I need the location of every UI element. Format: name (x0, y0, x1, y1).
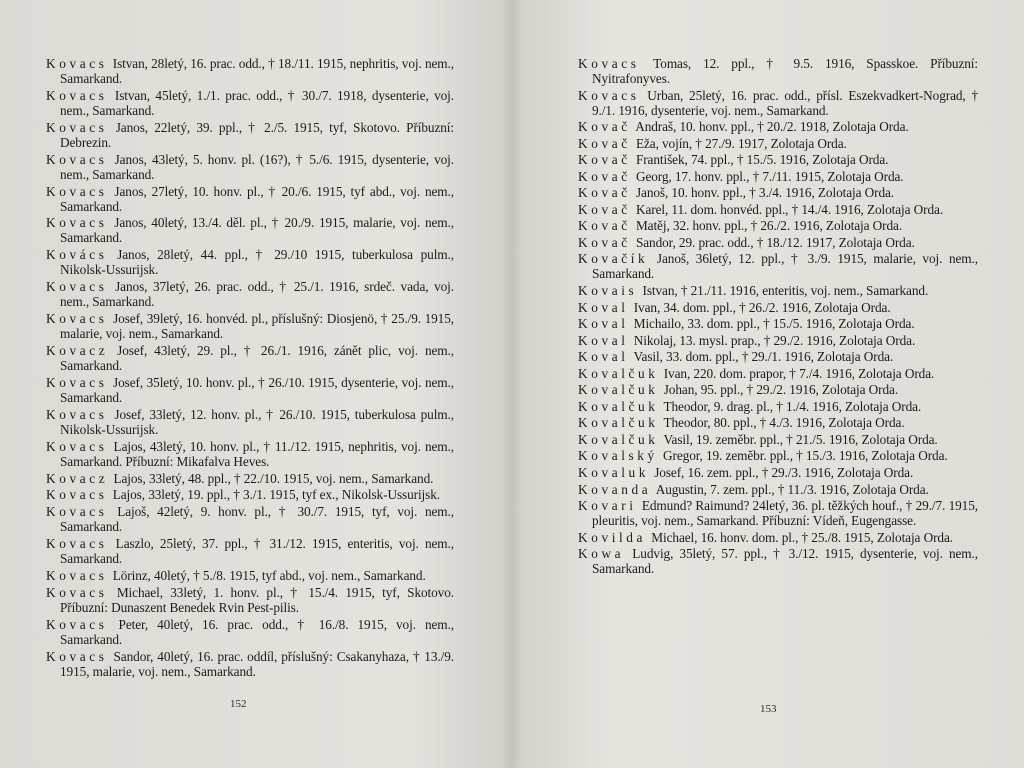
register-entry (578, 432, 978, 447)
entry-surname: Kovilda (578, 529, 647, 545)
register-entry (46, 215, 454, 245)
entry-details: Istvan, 28letý, 16. prac. odd., † 18./11. 1915, nephritis, voj. nem., Samarkand. (60, 56, 454, 86)
entry-surname: Kovacz (46, 343, 109, 359)
entry-surname: Koval (578, 316, 629, 332)
register-entry (46, 343, 454, 373)
register-entry (46, 311, 454, 341)
entry-surname: Kowa (578, 546, 625, 562)
entry-surname: Kovacs (46, 616, 108, 632)
page-number-right: 153 (760, 703, 777, 715)
register-entry (578, 465, 978, 480)
register-entry (578, 530, 978, 545)
register-entry (578, 235, 978, 250)
entry-details: Ludvig, 35letý, 57. ppl., † 3./12. 1915, dysenterie, voj. nem., Samarkand. (592, 546, 978, 577)
entry-details: Georg, 17. honv. ppl., † 7./11. 1915, Zolotaja Orda. (635, 168, 904, 184)
register-entry (578, 283, 978, 298)
entry-details: Lajos, 33letý, 48. ppl., † 22./10. 1915, voj. nem., Samarkand. (113, 470, 434, 486)
entry-details: Josef, 33letý, 12. honv. pl., † 26./10. 1915, tuberkulosa pulm., Nikolsk-Ussurijsk. (60, 406, 454, 437)
entry-details: Matěj, 32. honv. ppl., † 26./2. 1916, Zolotaja Orda. (635, 218, 903, 234)
register-entry (578, 399, 978, 414)
entry-details: Ivan, 220. dom. prapor, † 7./4. 1916, Zolotaja Orda. (663, 365, 935, 381)
entry-surname: Kovari (578, 498, 637, 514)
register-entry (578, 349, 978, 364)
register-entry (46, 56, 454, 86)
register-entry (578, 88, 978, 118)
entry-surname: Kovacs (46, 56, 108, 71)
register-entry (46, 536, 454, 566)
entry-details: Josef, 35letý, 10. honv. pl., † 26./10. 1915, dysenterie, voj. nem., Samarkand. (60, 374, 454, 405)
entry-details: Nikolaj, 13. mysl. prap., † 29./2. 1916, Zolotaja Orda. (633, 332, 916, 348)
entry-details: Istvan, 45letý, 1./1. prac. odd., † 30./7. 1918, dysenterie, voj. nem., Samarkand. (60, 87, 454, 118)
entry-details: Janos, 27letý, 10. honv. pl., † 20./6. 1915, tyf abd., voj. nem., Samarkand. (60, 183, 454, 214)
entry-details: Sandor, 29. prac. odd., † 18./12. 1917, Zolotaja Orda. (635, 234, 915, 250)
register-entry (46, 649, 454, 679)
entry-surname: Kovač (578, 185, 631, 201)
entry-surname: Kovalčuk (578, 398, 659, 414)
register-entry (578, 251, 978, 281)
entry-surname: Kovacs (46, 536, 108, 552)
register-entry (578, 136, 978, 151)
entry-details: Tomas, 12. ppl., † 9.5. 1916, Spasskoe. Příbuzní: Nyitrafonyves. (592, 56, 978, 86)
entry-surname: Kovač (578, 218, 631, 234)
register-entry (46, 617, 454, 647)
entry-details: Janos, 43letý, 5. honv. pl. (16?), † 5./6. 1915, dysenterie, voj. nem., Samarkand. (60, 151, 454, 182)
entry-surname: Kovanda (578, 481, 652, 497)
entry-surname: Kovač (578, 168, 631, 184)
entry-surname: Kovač (578, 234, 631, 250)
entry-surname: Kovalský (578, 448, 658, 464)
entry-details: Janos, 37letý, 26. prac. odd., † 25./1. 1916, srdeč. vada, voj. nem., Samarkand. (60, 279, 454, 310)
register-entry (578, 169, 978, 184)
entry-surname: Kovacs (46, 438, 108, 454)
entry-surname: Kovacs (46, 487, 108, 503)
entry-details: Lajoš, 42letý, 9. honv. pl., † 30./7. 1915, tyf, voj. nem., Samarkand. (60, 504, 454, 535)
register-entry (46, 279, 454, 309)
register-entry (578, 366, 978, 381)
entry-surname: Kovač (578, 119, 631, 135)
entry-details: Theodor, 80. ppl., † 4./3. 1916, Zolotaja Orda. (663, 415, 905, 431)
register-entry (578, 498, 978, 528)
entry-surname: Kovacs (578, 87, 640, 103)
entry-details: Johan, 95. ppl., † 29./2. 1916, Zolotaja Orda. (663, 382, 899, 398)
entry-surname: Kovacs (46, 311, 108, 327)
entry-surname: Kovacs (46, 151, 108, 167)
entry-details: Karel, 11. dom. honvéd. ppl., † 14./4. 1916, Zolotaja Orda. (635, 201, 944, 217)
entry-details: Josef, 39letý, 16. honvéd. pl., příslušný: Diosjenö, † 25./9. 1915, malarie, voj. nem., Samarkand. (60, 311, 454, 342)
register-entry (578, 119, 978, 134)
register-entry (46, 439, 454, 469)
entry-details: Lajos, 33letý, 19. ppl., † 3./1. 1915, tyf ex., Nikolsk-Ussurijsk. (112, 487, 441, 503)
entry-surname: Kovacs (578, 56, 640, 71)
entry-details: Josef, 43letý, 29. pl., † 26./1. 1916, zánět plic, voj. nem., Samarkand. (60, 343, 454, 374)
entry-surname: Kovacs (46, 406, 108, 422)
register-entry (578, 546, 978, 576)
register-entry (46, 152, 454, 182)
entry-surname: Kovačík (578, 251, 649, 267)
entry-details: Urban, 25letý, 16. prac. odd., přísl. Eszekvadkert-Nograd, † 9./1. 1916, dysenterie, voj. nem., Samarkand. (592, 87, 978, 118)
entry-surname: Koval (578, 299, 629, 315)
entry-details: Theodor, 9. drag. pl., † 1./4. 1916, Zolotaja Orda. (663, 398, 922, 414)
entry-details: Josef, 16. zem. ppl., † 29./3. 1916, Zolotaja Orda. (654, 465, 914, 481)
entry-surname: Kovacs (46, 87, 108, 103)
entry-details: Michael, 33letý, 1. honv. pl., † 15./4. 1915, tyf, Skotovo. Příbuzní: Dunaszent Benedek Rvin Pest-pilis. (60, 585, 454, 616)
entry-surname: Kovač (578, 152, 631, 168)
entry-surname: Kovalčuk (578, 365, 659, 381)
entry-details: Lörinz, 40letý, † 5./8. 1915, tyf abd., voj. nem., Samarkand. (112, 568, 426, 584)
entry-surname: Kovacs (46, 585, 108, 601)
entry-details: Vasil, 33. dom. ppl., † 29./1. 1916, Zolotaja Orda. (633, 349, 894, 365)
entry-details: Michailo, 33. dom. ppl., † 15./5. 1916, Zolotaja Orda. (633, 316, 915, 332)
register-entry (578, 300, 978, 315)
entry-details: Michael, 16. honv. dom. pl., † 25./8. 1915, Zolotaja Orda. (651, 529, 953, 545)
entry-details: Andraš, 10. honv. ppl., † 20./2. 1918, Zolotaja Orda. (635, 119, 909, 135)
register-entry (578, 218, 978, 233)
register-entry (46, 407, 454, 437)
entry-surname: Kovalčuk (578, 382, 659, 398)
left-page (46, 56, 454, 681)
register-entry (46, 184, 454, 214)
page-number-left: 152 (230, 698, 247, 710)
entry-details: Janoš, 10. honv. ppl., † 3./4. 1916, Zolotaja Orda. (635, 185, 895, 201)
entry-details: Edmund? Raimund? 24letý, 36. pl. těžkých houf., † 29./7. 1915, pleuritis, voj. nem., Samarkand. Příbuzní: Vídeň, Eugengasse. (592, 498, 978, 529)
entry-surname: Kovacs (46, 374, 108, 390)
entry-surname: Kovalčuk (578, 431, 659, 447)
entry-surname: Kovacs (46, 568, 108, 584)
register-entry (578, 448, 978, 463)
entry-details: Lajos, 43letý, 10. honv. pl., † 11./12. 1915, nephritis, voj. nem., Samarkand. Příbuzní: Mikafalva Heves. (60, 438, 454, 469)
register-entry (578, 152, 978, 167)
entry-surname: Kovacs (46, 648, 108, 664)
register-entry (46, 120, 454, 150)
entry-details: Janos, 28letý, 44. ppl., † 29./10 1915, tuberkulosa pulm., Nikolsk-Ussurijsk. (60, 247, 454, 278)
entry-surname: Kovacs (46, 279, 108, 295)
entry-details: Sandor, 40letý, 16. prac. oddíl, příslušný: Csakanyhaza, † 13./9. 1915, malarie, voj. nem., Samarkand. (60, 648, 454, 679)
entry-details: František, 74. ppl., † 15./5. 1916, Zolotaja Orda. (635, 152, 889, 168)
register-entry (46, 585, 454, 615)
register-entry (578, 316, 978, 331)
register-entry (578, 185, 978, 200)
register-entry (578, 415, 978, 430)
register-entry (578, 56, 978, 86)
entry-surname: Kovács (46, 247, 108, 263)
entry-surname: Kovacs (46, 183, 108, 199)
register-entry (46, 375, 454, 405)
entry-surname: Koval (578, 332, 629, 348)
entry-surname: Kovais (578, 283, 638, 299)
register-entry (46, 88, 454, 118)
register-entry (46, 487, 454, 502)
right-page (578, 56, 978, 578)
entry-details: Janoš, 36letý, 12. ppl., † 3./9. 1915, malarie, voj. nem., Samarkand. (592, 251, 978, 282)
register-entry (46, 504, 454, 534)
entry-surname: Kovacs (46, 504, 108, 520)
entry-surname: Kovaluk (578, 465, 649, 481)
entry-surname: Kovač (578, 201, 631, 217)
register-entry (578, 382, 978, 397)
register-entry (46, 247, 454, 277)
entry-details: Ivan, 34. dom. ppl., † 26./2. 1916, Zolotaja Orda. (633, 299, 891, 315)
register-entry (46, 568, 454, 583)
entry-surname: Kovač (578, 135, 631, 151)
entry-details: Peter, 40letý, 16. prac. odd., † 16./8. 1915, voj. nem., Samarkand. (60, 616, 454, 647)
entry-details: Vasil, 19. zeměbr. ppl., † 21./5. 1916, Zolotaja Orda. (663, 431, 938, 447)
register-entry (578, 482, 978, 497)
entry-surname: Kovacz (46, 470, 109, 486)
entry-surname: Kovacs (46, 215, 108, 231)
entry-surname: Koval (578, 349, 629, 365)
entry-surname: Kovacs (46, 119, 108, 135)
entry-details: Augustin, 7. zem. ppl., † 11./3. 1916, Zolotaja Orda. (655, 481, 929, 497)
entry-surname: Kovalčuk (578, 415, 659, 431)
register-entry (578, 202, 978, 217)
register-entry (578, 333, 978, 348)
entry-details: Eža, vojín, † 27./9. 1917, Zolotaja Orda. (635, 135, 847, 151)
entry-details: Laszlo, 25letý, 37. ppl., † 31./12. 1915, enteritis, voj. nem., Samarkand. (60, 536, 454, 567)
register-entry (46, 471, 454, 486)
entry-details: Gregor, 19. zeměbr. ppl., † 15./3. 1916, Zolotaja Orda. (663, 448, 948, 464)
entry-details: Janos, 40letý, 13./4. děl. pl., † 20./9. 1915, malarie, voj. nem., Samarkand. (60, 215, 454, 246)
entry-details: Janos, 22letý, 39. ppl., † 2./5. 1915, tyf, Skotovo. Příbuzní: Debrezin. (60, 119, 454, 150)
entry-details: Istvan, † 21./11. 1916, enteritis, voj. nem., Samarkand. (642, 283, 929, 299)
